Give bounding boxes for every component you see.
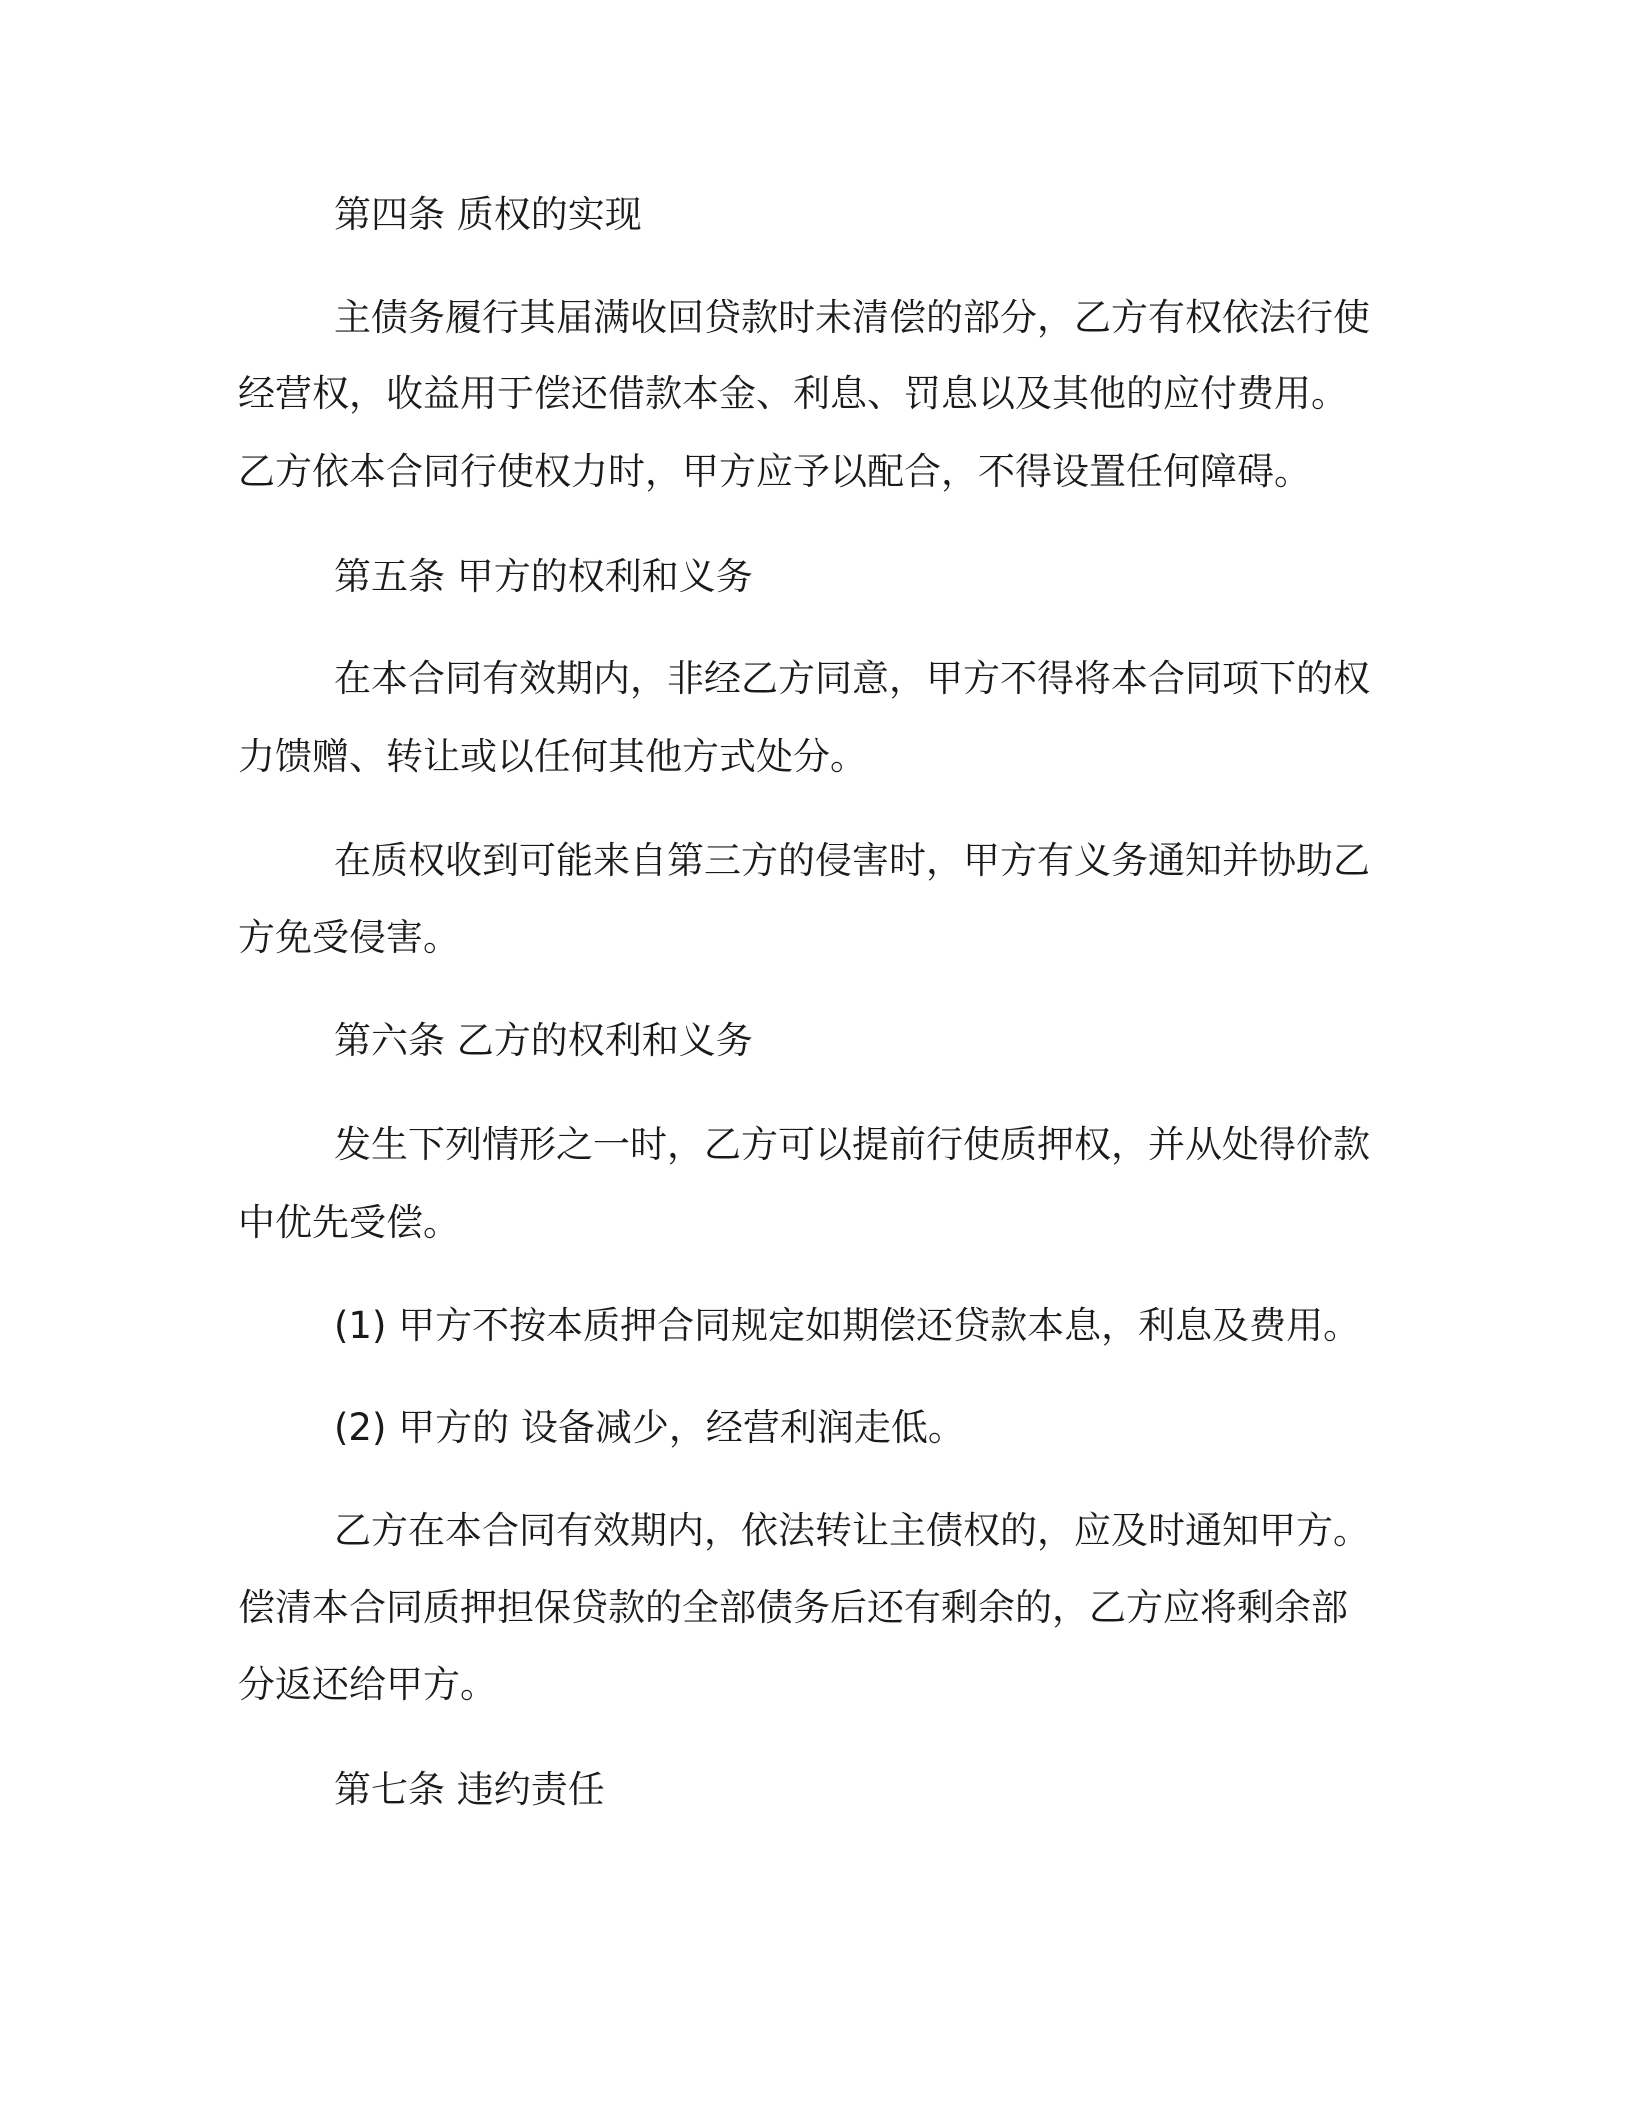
article-4-paragraph-line-2: 经营权，收益用于偿还借款本金、利息、罚息以及其他的应付费用。 [238,372,1348,415]
article-6-list-item-1: (1) 甲方不按本质押合同规定如期偿还贷款本息，利息及费用。 [334,1304,1361,1347]
article-5-paragraph-2-line-2: 方免受侵害。 [238,916,460,959]
article-5-paragraph-1-line-1: 在本合同有效期内，非经乙方同意，甲方不得将本合同项下的权 [334,657,1370,700]
article-6-paragraph-1-line-2: 中优先受偿。 [238,1201,460,1244]
article-5-paragraph-2-line-1: 在质权收到可能来自第三方的侵害时，甲方有义务通知并协助乙 [334,839,1370,882]
article-6-paragraph-2-line-2: 偿清本合同质押担保贷款的全部债务后还有剩余的，乙方应将剩余部 [238,1586,1348,1629]
article-6-list-item-2: (2) 甲方的 设备减少，经营利润走低。 [334,1406,965,1449]
article-7-heading: 第七条 违约责任 [334,1768,605,1811]
article-6-paragraph-2-line-3: 分返还给甲方。 [238,1663,497,1706]
article-6-paragraph-2-line-1: 乙方在本合同有效期内，依法转让主债权的，应及时通知甲方。 [334,1509,1370,1552]
article-5-paragraph-1-line-2: 力馈赠、转让或以任何其他方式处分。 [238,735,867,778]
article-6-heading: 第六条 乙方的权利和义务 [334,1019,753,1062]
article-5-heading: 第五条 甲方的权利和义务 [334,555,753,598]
article-6-paragraph-1-line-1: 发生下列情形之一时，乙方可以提前行使质押权，并从处得价款 [334,1123,1370,1166]
article-4-heading: 第四条 质权的实现 [334,193,642,236]
article-4-paragraph-line-1: 主债务履行其届满收回贷款时未清偿的部分，乙方有权依法行使 [334,296,1370,339]
article-4-paragraph-line-3: 乙方依本合同行使权力时，甲方应予以配合，不得设置任何障碍。 [238,450,1311,493]
